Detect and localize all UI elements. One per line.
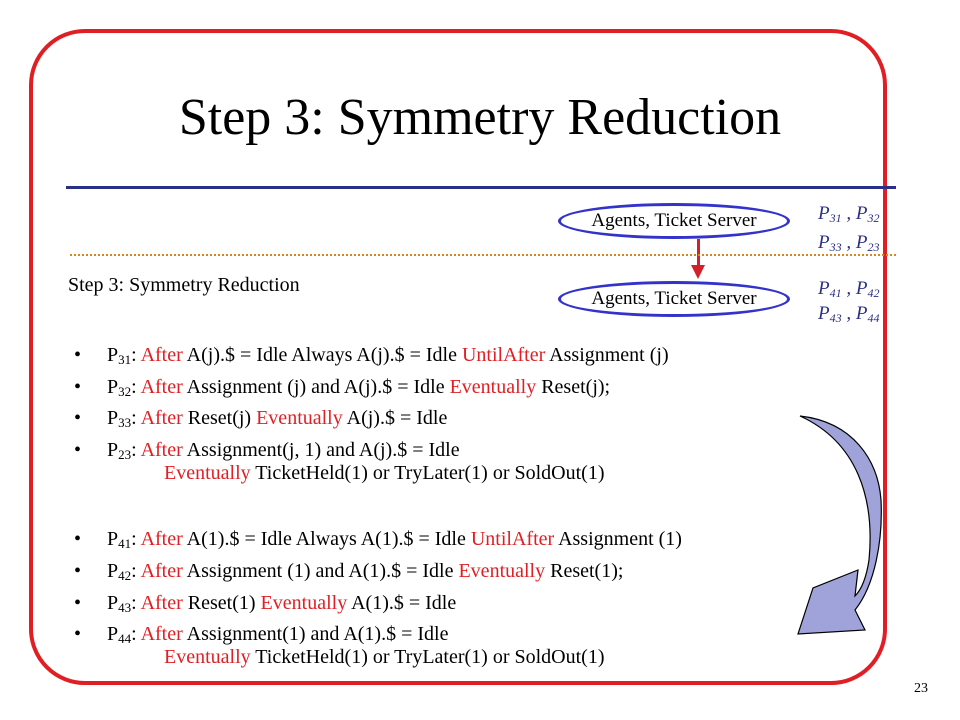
props-top-line2: $P_{33}$ , $P_{23}$ <box>818 232 880 254</box>
bullet-dot-icon: • <box>74 376 82 398</box>
bullet-dot-icon: • <box>74 592 82 614</box>
section-label: Step 3: Symmetry Reduction <box>68 274 300 296</box>
curved-arrow-icon <box>795 410 885 640</box>
bullet-dot-icon: • <box>74 407 82 429</box>
oval-agents-ticket-server-bottom: Agents, Ticket Server <box>558 281 790 317</box>
props-bottom-line2: $P_{43}$ , $P_{44}$ <box>818 303 880 325</box>
bullet-dot-icon: • <box>74 528 82 550</box>
dotted-divider <box>70 254 896 256</box>
oval-agents-ticket-server-top: Agents, Ticket Server <box>558 203 790 239</box>
bullet-dot-icon: • <box>74 439 82 461</box>
page-number: 23 <box>914 681 928 696</box>
props-top-line1: $P_{31}$ , $P_{32}$ <box>818 203 880 225</box>
bullet-dot-icon: • <box>74 623 82 645</box>
title-underline <box>66 186 896 189</box>
bullet-dot-icon: • <box>74 344 82 366</box>
slide-title: Step 3: Symmetry Reduction <box>178 89 782 146</box>
props-bottom-line1: $P_{41}$ , $P_{42}$ <box>818 278 880 300</box>
arrow-shaft <box>697 239 700 267</box>
bullet-dot-icon: • <box>74 560 82 582</box>
arrow-down-icon <box>691 265 705 279</box>
